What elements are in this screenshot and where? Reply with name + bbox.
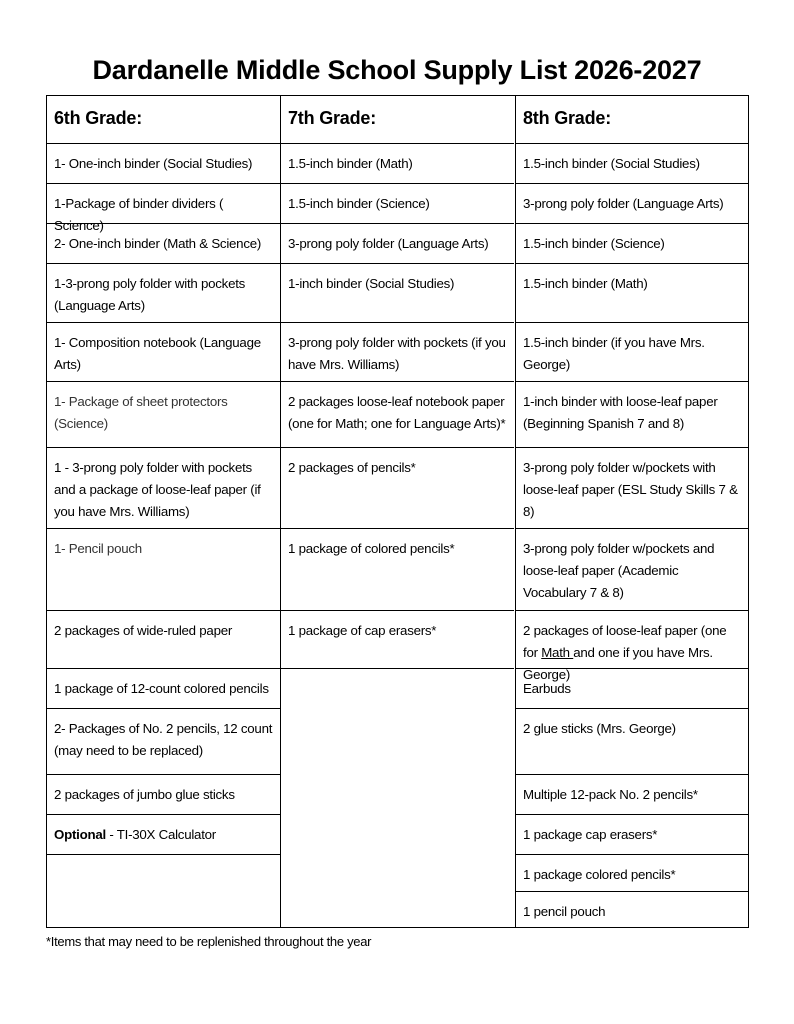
list-item: 2 packages loose-leaf notebook paper (one for Math; one for Language Arts)* bbox=[280, 381, 514, 447]
list-item: 2 glue sticks (Mrs. George) bbox=[515, 708, 749, 774]
item-text: and one if you have Mrs. George) bbox=[523, 645, 713, 682]
list-item: 3-prong poly folder w/pockets and loose-leaf paper (Academic Vocabulary 7 & 8) bbox=[515, 528, 749, 610]
list-item: 3-prong poly folder (Language Arts) bbox=[515, 183, 749, 223]
list-item: 1 package cap erasers* bbox=[515, 814, 749, 854]
column-8th-grade bbox=[515, 95, 749, 928]
list-item: 1.5-inch binder (Social Studies) bbox=[515, 143, 749, 183]
list-item: 1.5-inch binder (Science) bbox=[515, 223, 749, 263]
footnote: *Items that may need to be replenished throughout the year bbox=[46, 934, 372, 949]
page-title: Dardanelle Middle School Supply List 2026-2027 bbox=[92, 55, 702, 85]
list-item: 3-prong poly folder w/pockets with loose-leaf paper (ESL Study Skills 7 & 8) bbox=[515, 447, 749, 528]
list-item: 2 packages of pencils* bbox=[280, 447, 514, 528]
math-underlined: Math bbox=[541, 645, 574, 660]
list-item: 1.5-inch binder (if you have Mrs. George) bbox=[515, 322, 749, 381]
list-item: 1-Package of binder dividers ( Science) bbox=[46, 183, 280, 223]
list-item: 1 package of 12-count colored pencils bbox=[46, 668, 280, 708]
list-item: 1 pencil pouch bbox=[515, 891, 749, 928]
list-item: 1-inch binder (Social Studies) bbox=[280, 263, 514, 322]
list-item: 1-3-prong poly folder with pockets (Language Arts) bbox=[46, 263, 280, 322]
list-item: 1.5-inch binder (Math) bbox=[515, 263, 749, 322]
optional-text: - TI-30X Calculator bbox=[105, 827, 216, 842]
empty-cell bbox=[46, 854, 280, 928]
list-item: 2 packages of jumbo glue sticks bbox=[46, 774, 280, 814]
optional-label: Optional bbox=[54, 827, 106, 842]
list-item: 1- One-inch binder (Social Studies) bbox=[46, 143, 280, 183]
list-item: Multiple 12-pack No. 2 pencils* bbox=[515, 774, 749, 814]
item-text: 2 packages of loose-leaf paper (one for bbox=[523, 623, 727, 660]
header-7th-grade: 7th Grade: bbox=[288, 108, 377, 128]
column-7th-grade bbox=[280, 95, 514, 928]
list-item: Earbuds bbox=[515, 668, 749, 708]
list-item bbox=[515, 610, 749, 682]
header-8th-grade: 8th Grade: bbox=[523, 108, 612, 128]
list-item: 2 packages of wide-ruled paper bbox=[46, 610, 280, 668]
list-item: 2- Packages of No. 2 pencils, 12 count (may need to be replaced) bbox=[46, 708, 280, 774]
list-item: 1- Package of sheet protectors (Science) bbox=[46, 381, 280, 447]
list-item: 3-prong poly folder (Language Arts) bbox=[280, 223, 514, 263]
list-item: 2- One-inch binder (Math & Science) bbox=[46, 223, 280, 263]
list-item: 1.5-inch binder (Math) bbox=[280, 143, 514, 183]
list-item: 1- Composition notebook (Language Arts) bbox=[46, 322, 280, 381]
list-item: 3-prong poly folder with pockets (if you have Mrs. Williams) bbox=[280, 322, 514, 381]
column-divider bbox=[515, 95, 516, 928]
list-item: 1.5-inch binder (Science) bbox=[280, 183, 514, 223]
list-item: 1 package colored pencils* bbox=[515, 854, 749, 891]
header-6th-grade: 6th Grade: bbox=[54, 108, 143, 128]
list-item-optional bbox=[46, 814, 280, 854]
list-item: 1 - 3-prong poly folder with pockets and a package of loose-leaf paper (if you have Mrs. Williams) bbox=[46, 447, 280, 528]
list-item: 1- Pencil pouch bbox=[46, 528, 280, 610]
column-6th-grade bbox=[46, 95, 280, 928]
list-item: 1 package of cap erasers* bbox=[280, 610, 514, 668]
list-item: 1 package of colored pencils* bbox=[280, 528, 514, 610]
list-item: 1-inch binder with loose-leaf paper (Beginning Spanish 7 and 8) bbox=[515, 381, 749, 447]
column-divider bbox=[280, 95, 281, 928]
empty-cell bbox=[280, 668, 514, 928]
